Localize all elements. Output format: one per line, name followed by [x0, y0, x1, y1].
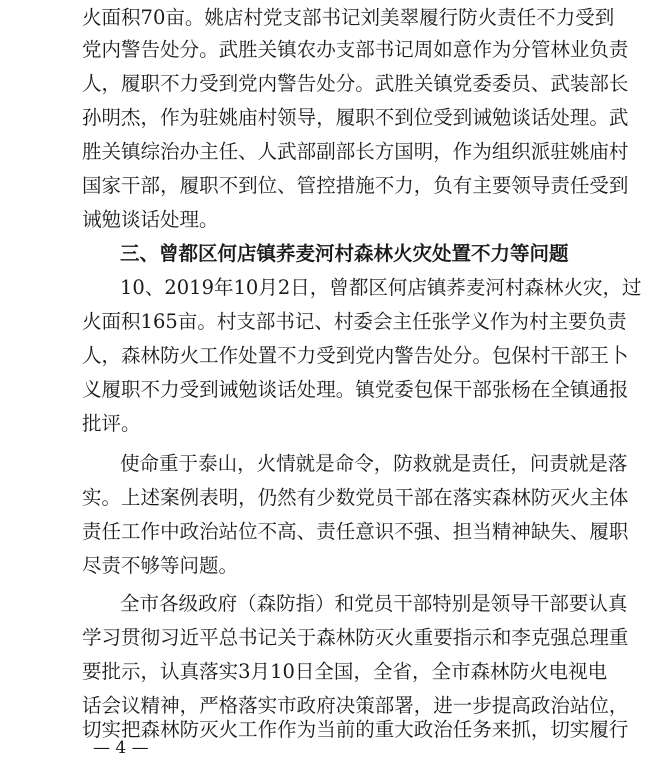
- text-line: 人 ， 森 林 防 火 工 作 处 置 不 力 受 到 党 内 警 告 处 分 。 包 保 村 干 部 王 卜: [82, 344, 629, 367]
- text-line: 孙 明 杰 ， 作 为 驻 姚 庙 村 领 导 ， 履 职 不 到 位 受 到 诫 勉 谈 话 处 理 。 武: [82, 106, 629, 129]
- text-line: 国 家 干 部 ， 履 职 不 到 位 、 管 控 措 施 不 力 ， 负 有 主 要 领 导 责 任 受 到: [82, 174, 629, 197]
- text-line: 10 、 2019 年 10 月 2 日 ， 曾 都 区 何 店 镇 荞 麦 河 村 森 林 火 灾 ， 过: [120, 276, 642, 299]
- text-line: 火 面 积 165 亩 。 村 支 部 书 记 、 村 委 会 主 任 张 学 义 作 为 村 主 要 负 责: [82, 310, 627, 333]
- text-line: 尽责不够等问题。: [82, 554, 239, 577]
- text-line: 话 会 议 精 神 ， 严 格 落 实 市 政 府 决 策 部 署 ， 进 一 步 提 高 政 治 站 位 ，: [82, 694, 629, 717]
- text-line: 使 命 重 于 泰 山 ， 火 情 就 是 命 令 ， 防 救 就 是 责 任 ， 问 责 就 是 落: [120, 452, 628, 475]
- text-line: 诫勉谈话处理。: [82, 208, 219, 231]
- section-heading: 三、曾都区何店镇荞麦河村森林火灾处置不力等问题: [120, 242, 569, 265]
- text-line: 责 任 工 作 中 政 治 站 位 不 高 、 责 任 意 识 不 强 、 担 当 精 神 缺 失 、 履 职: [82, 520, 629, 543]
- text-line: 党 内 警 告 处 分 。 武 胜 关 镇 农 办 支 部 书 记 周 如 意 作 为 分 管 林 业 负 责: [82, 38, 629, 61]
- text-line: 义 履 职 不 力 受 到 诫 勉 谈 话 处 理 。 镇 党 委 包 保 干 部 张 杨 在 全 镇 通 报: [82, 378, 629, 401]
- text-line: 要 批 示 ， 认 真 落 实 3 月 10 日 全 国 ， 全 省 ， 全 市 森 林 防 火 电 视 电: [82, 660, 608, 683]
- text-line: 全 市 各 级 政 府 （ 森 防 指 ） 和 党 员 干 部 特 别 是 领 导 干 部 要 认 真: [120, 592, 628, 615]
- text-line: 火 面 积 70 亩 。 姚 店 村 党 支 部 书 记 刘 美 翠 履 行 防 火 责 任 不 力 受 到: [82, 6, 615, 29]
- page-number: — 4 —: [93, 738, 149, 758]
- text-line: 学 习 贯 彻 习 近 平 总 书 记 关 于 森 林 防 灭 火 重 要 指 示 和 李 克 强 总 理 重: [82, 626, 629, 649]
- text-line: 胜 关 镇 综 治 办 主 任 、 人 武 部 副 部 长 方 国 明 ， 作 为 组 织 派 驻 姚 庙 村: [82, 140, 629, 163]
- text-line: 切 实 把 森 林 防 灭 火 工 作 作 为 当 前 的 重 大 政 治 任 务 来 抓 ， 切 实 履 行: [82, 718, 629, 741]
- text-line: 实 。 上 述 案 例 表 明 ， 仍 然 有 少 数 党 员 干 部 在 落 实 森 林 防 灭 火 主 体: [82, 486, 629, 509]
- text-line: 人 ， 履 职 不 力 受 到 党 内 警 告 处 分 。 武 胜 关 镇 党 委 委 员 、 武 装 部 长: [82, 72, 629, 95]
- text-line: 批评。: [82, 412, 141, 435]
